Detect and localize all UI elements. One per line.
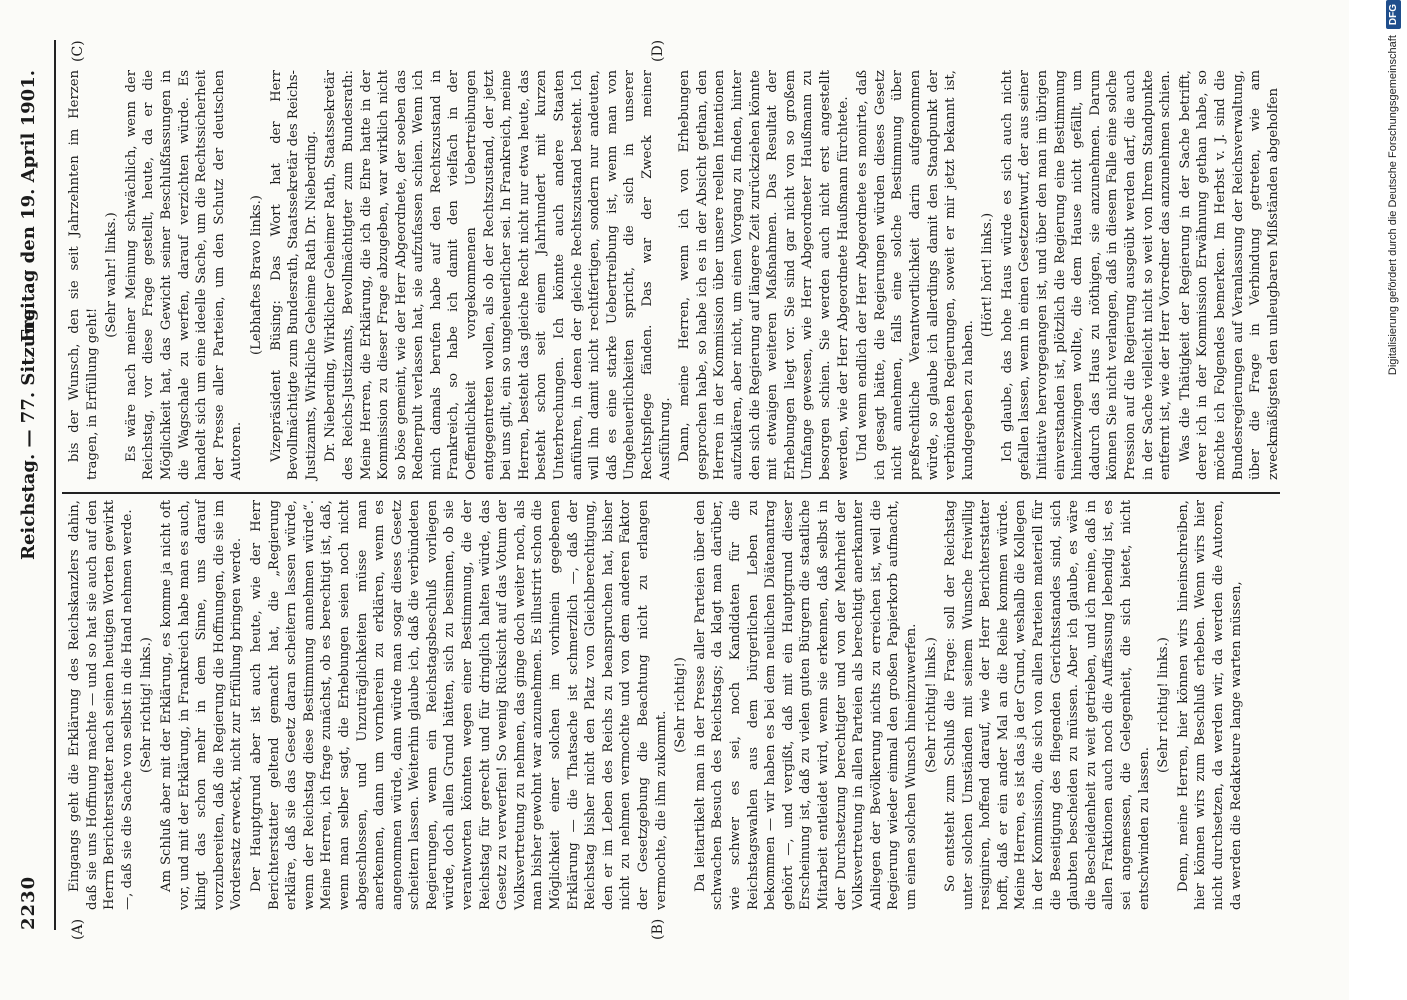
paragraph: Am Schluß aber mit der Erklärung, es komme ja nicht oft vor, und mit der Erklärung, in Frankreich habe man es auch, klingt das schon mehr in dem Sinne, uns darauf vorzubereiten, daß die Regierung die Hoffnungen, die sie im Vordersatz erweckt, nicht zur Erfüllung bringen werde. [158,500,245,910]
right-column [66,70,1284,480]
paragraph: Ich glaube, das hohe Haus würde es sich auch nicht gefallen lassen, wenn in einen Gesetzentwurf, der aus seiner Initiative hervorgegangen ist, und über den man im übrigen einverstanden ist, plötzlich die Regierung eine Bestimmung hineinzwingen wollte, die dem Hause nicht gefällt, um dadurch das Haus zu nöthigen, sie anzunehmen. Darum können Sie nicht verlangen, daß in diesem Falle eine solche Pression auf die Regierung ausgeübt werden darf, die auch in der Sache vielleicht nicht so weit von Ihrem Standpunkte entfernt ist, wie der Herr Vorredner das anzunehmen schien. [999,70,1174,480]
left-column [66,500,1247,910]
margin-marker-b: (B) [650,918,666,940]
margin-marker-c: (C) [70,40,86,62]
paragraph: Der Hauptgrund aber ist auch heute, wie der Herr Berichterstatter geltend gemacht hat, die „Regierung erkläre, daß sie das Gesetz daran scheitern lassen würde, wenn der Reichstag diese Bestimmung annehmen würde“. Meine Herren, ich frage zunächst, ob es berechtigt ist, daß, wenn man selber sagt, die Erhebungen seien noch nicht abgeschlossen, und Unzuträglichkeiten müsse man anerkennen, dann um vornherein zu erklären, wenn es angenommen würde, dann würde man sogar dieses Gesetz scheitern lassen. Weiterhin glaube ich, daß die verbündeten Regierungen, wenn ein Reichstagsbeschluß vorliegen würde, doch allen Grund hätten, sich zu besinnen, ob sie verantworten könnten wegen einer Bestimmung, die der Reichstag für gerecht und für dringlich halten würde, das Gesetz zu verwerfen! So wenig Rücksicht auf das Votum der Volksvertretung zu nehmen, das ginge doch weiter noch, als man bisher gewohnt war anzunehmen. Es illustrirt schon die Möglichkeit einer solchen im vorhinein gegebenen Erklärung — die Thatsache ist schmerzlich —, daß der Reichstag bisher nicht den Platz von Gleichberechtigung, den er im Leben des Reichs zu beanspruchen hat, bisher nicht zu nehmen vermochte und von dem anderen Faktor der Gesetzgebung die Beachtung nicht zu erlangen vermochte, die ihm zukommt. [248,500,669,910]
paragraph: Dr. Nieberding, Wirklicher Geheimer Rath, Staatssekretär des Reichs-Justizamts, Bevollmächtigter zum Bundesrath: Meine Herren, die Erklärung, die ich die Ehre hatte in der Kommission zu dieser Frage abzugeben, war wirklich nicht so böse gemeint, wie der Herr Abgeordnete, der soeben das Rednerpult verlassen hat, sie aufzufassen schien. Wenn ich mich damals berufen habe auf den Rechtszustand in Frankreich, so habe ich damit den vielfach in der Oeffentlichkeit vorgekommenen Uebertreibungen entgegentreten wollen, als ob der Rechtszustand, der jetzt bei uns gilt, ein so ungeheuerlicher sei. In Frankreich, meine Herren, besteht das gleiche Recht nicht nur etwa heute, das besteht schon seit einem Jahrhundert mit kurzen Unterbrechungen. Ich könnte auch andere Staaten anführen, in denen der gleiche Rechtszustand besteht. Ich will ihn damit nicht rechtfertigen, sondern nur andeuten, daß es eine starke Uebertreibung ist, wenn man von Ungeheuerlichkeiten spricht, die sich in unserer Rechtspflege fänden. Das war der Zweck meiner Ausführung. [323,70,673,480]
column-separator [62,492,1280,494]
page-number: 2230 [18,875,39,930]
paragraph: (Sehr wahr! links.) [104,212,120,338]
margin-marker-d: (D) [650,39,666,62]
paragraph: (Hört! hört! links.) [980,212,996,338]
page-header [12,40,52,930]
dfg-logo: DFG [1386,0,1401,29]
paragraph: Es wäre nach meiner Meinung schwächlich, wenn der Reichstag, vor diese Frage gestellt, heute, da er die Möglichkeit hat, das Gewicht seiner Beschlußfassungen in die Wagschale zu werfen, darauf verzichten würde. Es handelt sich um eine ideelle Sache, um die Rechtssicherheit der Presse aller Parteien, um den Schutz der deutschen Autoren. [123,70,245,480]
paragraph: (Lebhaftes Bravo links.) [248,195,264,355]
paragraph: (Sehr richtig! links.) [923,637,939,773]
session-date: Freitag den 19. April 1901. [18,70,39,343]
paragraph: Vizepräsident Büsing: Das Wort hat der Herr Bevollmächtigte zum Bundesrath, Staatssekretär des Reichs-Justizamts, Wirkliche Geheime Rath Dr. Nieberding. [268,70,319,480]
header-rule [54,40,56,930]
paragraph: bis der Wunsch, den sie seit Jahrzehnten im Herzen tragen, in Erfüllung geht! [67,70,100,480]
paragraph: (Sehr richtig! links.) [139,637,155,773]
paragraph: So entsteht zum Schluß die Frage: soll der Reichstag unter solchen Umständen mit seinem Wunsche freiwillig resigniren, hoffend darauf, wie der Herr Berichterstatter hofft, daß er ein ander Mal an die Reihe kommen würde. Meine Herren, es ist das ja der Grund, weshalb die Kollegen in der Kommission, die sich von allen Parteien materiell für die Beseitigung des fliegenden Gerichtsstandes sind, sich glaubten bescheiden zu müssen. Aber ich glaube, es wäre die Bescheidenheit zu weit getrieben, und ich meine, daß in allen Fraktionen auch noch die Auffassung lebendig ist, es sei angemessen, die Gelegenheit, die sich bietet, nicht entschwinden zu lassen. [943,500,1152,910]
paragraph: Da leitartikelt man in der Presse aller Parteien über den schwachen Besuch des Reichstags; da klagt man darüber, wie schwer es sei, noch Kandidaten für die Reichstagswahlen aus dem bürgerlichen Leben zu bekommen — wir haben es bei dem neulichen Diätenantrag gehört —, und vergißt, daß mit ein Hauptgrund dieser Erscheinung ist, daß zu vielen guten Bürgern die staatliche Mitarbeit entleidet wird, wenn sie erkennen, daß selbst in der Durchsetzung berechtigter und von der Mehrheit der Volksvertretung in allen Parteien als berechtigt anerkannter Anliegen der Bevölkerung nichts zu erreichen ist, weil die Regierung wieder einmal den großen Papierkorb aufmacht, um einen solchen Wunsch hineinzuwerfen. [692,500,919,910]
session-title: Reichstag. — 77. Sitzung. [18,302,39,560]
credit-text: Digitalisierung gefördert durch die Deutsche Forschungsgemeinschaft [1387,35,1399,376]
digitization-credit [1349,0,1399,1000]
paragraph: Und wenn endlich der Herr Abgeordnete es monirte, daß ich gesagt hätte, die Regierungen würden dieses Gesetz nicht annehmen, falls eine solche Bestimmung über preßrechtliche Verantwortlichkeit darin aufgenommen würde, so glaube ich allerdings damit den Standpunkt der verbündeten Regierungen, soweit er mir jetzt bekannt ist, kundgegeben zu haben. [855,70,976,480]
paragraph: (Sehr richtig! links.) [1156,637,1172,773]
paragraph: Dann, meine Herren, wenn ich von Erhebungen gesprochen habe, so habe ich es in der Absicht gethan, den Herren in der Kommission über unsere reellen Intentionen aufzuklären, aber nicht, um einen Vorgang zu finden, hinter den sich die Regierung auf längere Zeit zurückziehen könnte mit etwaigen weiteren Maßnahmen. Das Resultat der Erhebungen liegt vor. Sie sind gar nicht von so großem Umfange gewesen, wie Herr Abgeordneter Haußmann zu besorgen schien. Sie werden auch nicht erst angestellt werden, wie der Herr Abgeordnete Haußmann fürchtete. [677,70,851,480]
margin-marker-a: (A) [70,918,86,940]
paragraph: Denn, meine Herren, hier können wirs hineinschreiben, hier können wirs zum Beschluß erheben. Wenn wirs hier nicht durchsetzen, da werden wir, da werden die Autoren, da werden die Redakteure lange warten müssen, [1175,500,1244,910]
paragraph: Was die Thätigkeit der Regierung in der Sache betrifft, derer ich in der Kommission Erwähnung gethan habe, so möchte ich Folgendes bemerken. Im Herbst v. J. sind die Bundesregierungen auf Veranlassung der Reichsverwaltung, über die Frage in Verbindung getreten, wie am zweckmäßigsten den unleugbaren Mißständen abgeholfen [1177,70,1281,480]
paragraph: Eingangs geht die Erklärung des Reichskanzlers dahin, daß sie uns Hoffnung machte — und so hat sie auch auf den Herrn Berichterstatter nach seinen heutigen Worten gewirkt —, daß sie die Sache von selbst in die Hand nehmen werde. [67,500,135,910]
paragraph: (Sehr richtig!) [673,657,689,753]
